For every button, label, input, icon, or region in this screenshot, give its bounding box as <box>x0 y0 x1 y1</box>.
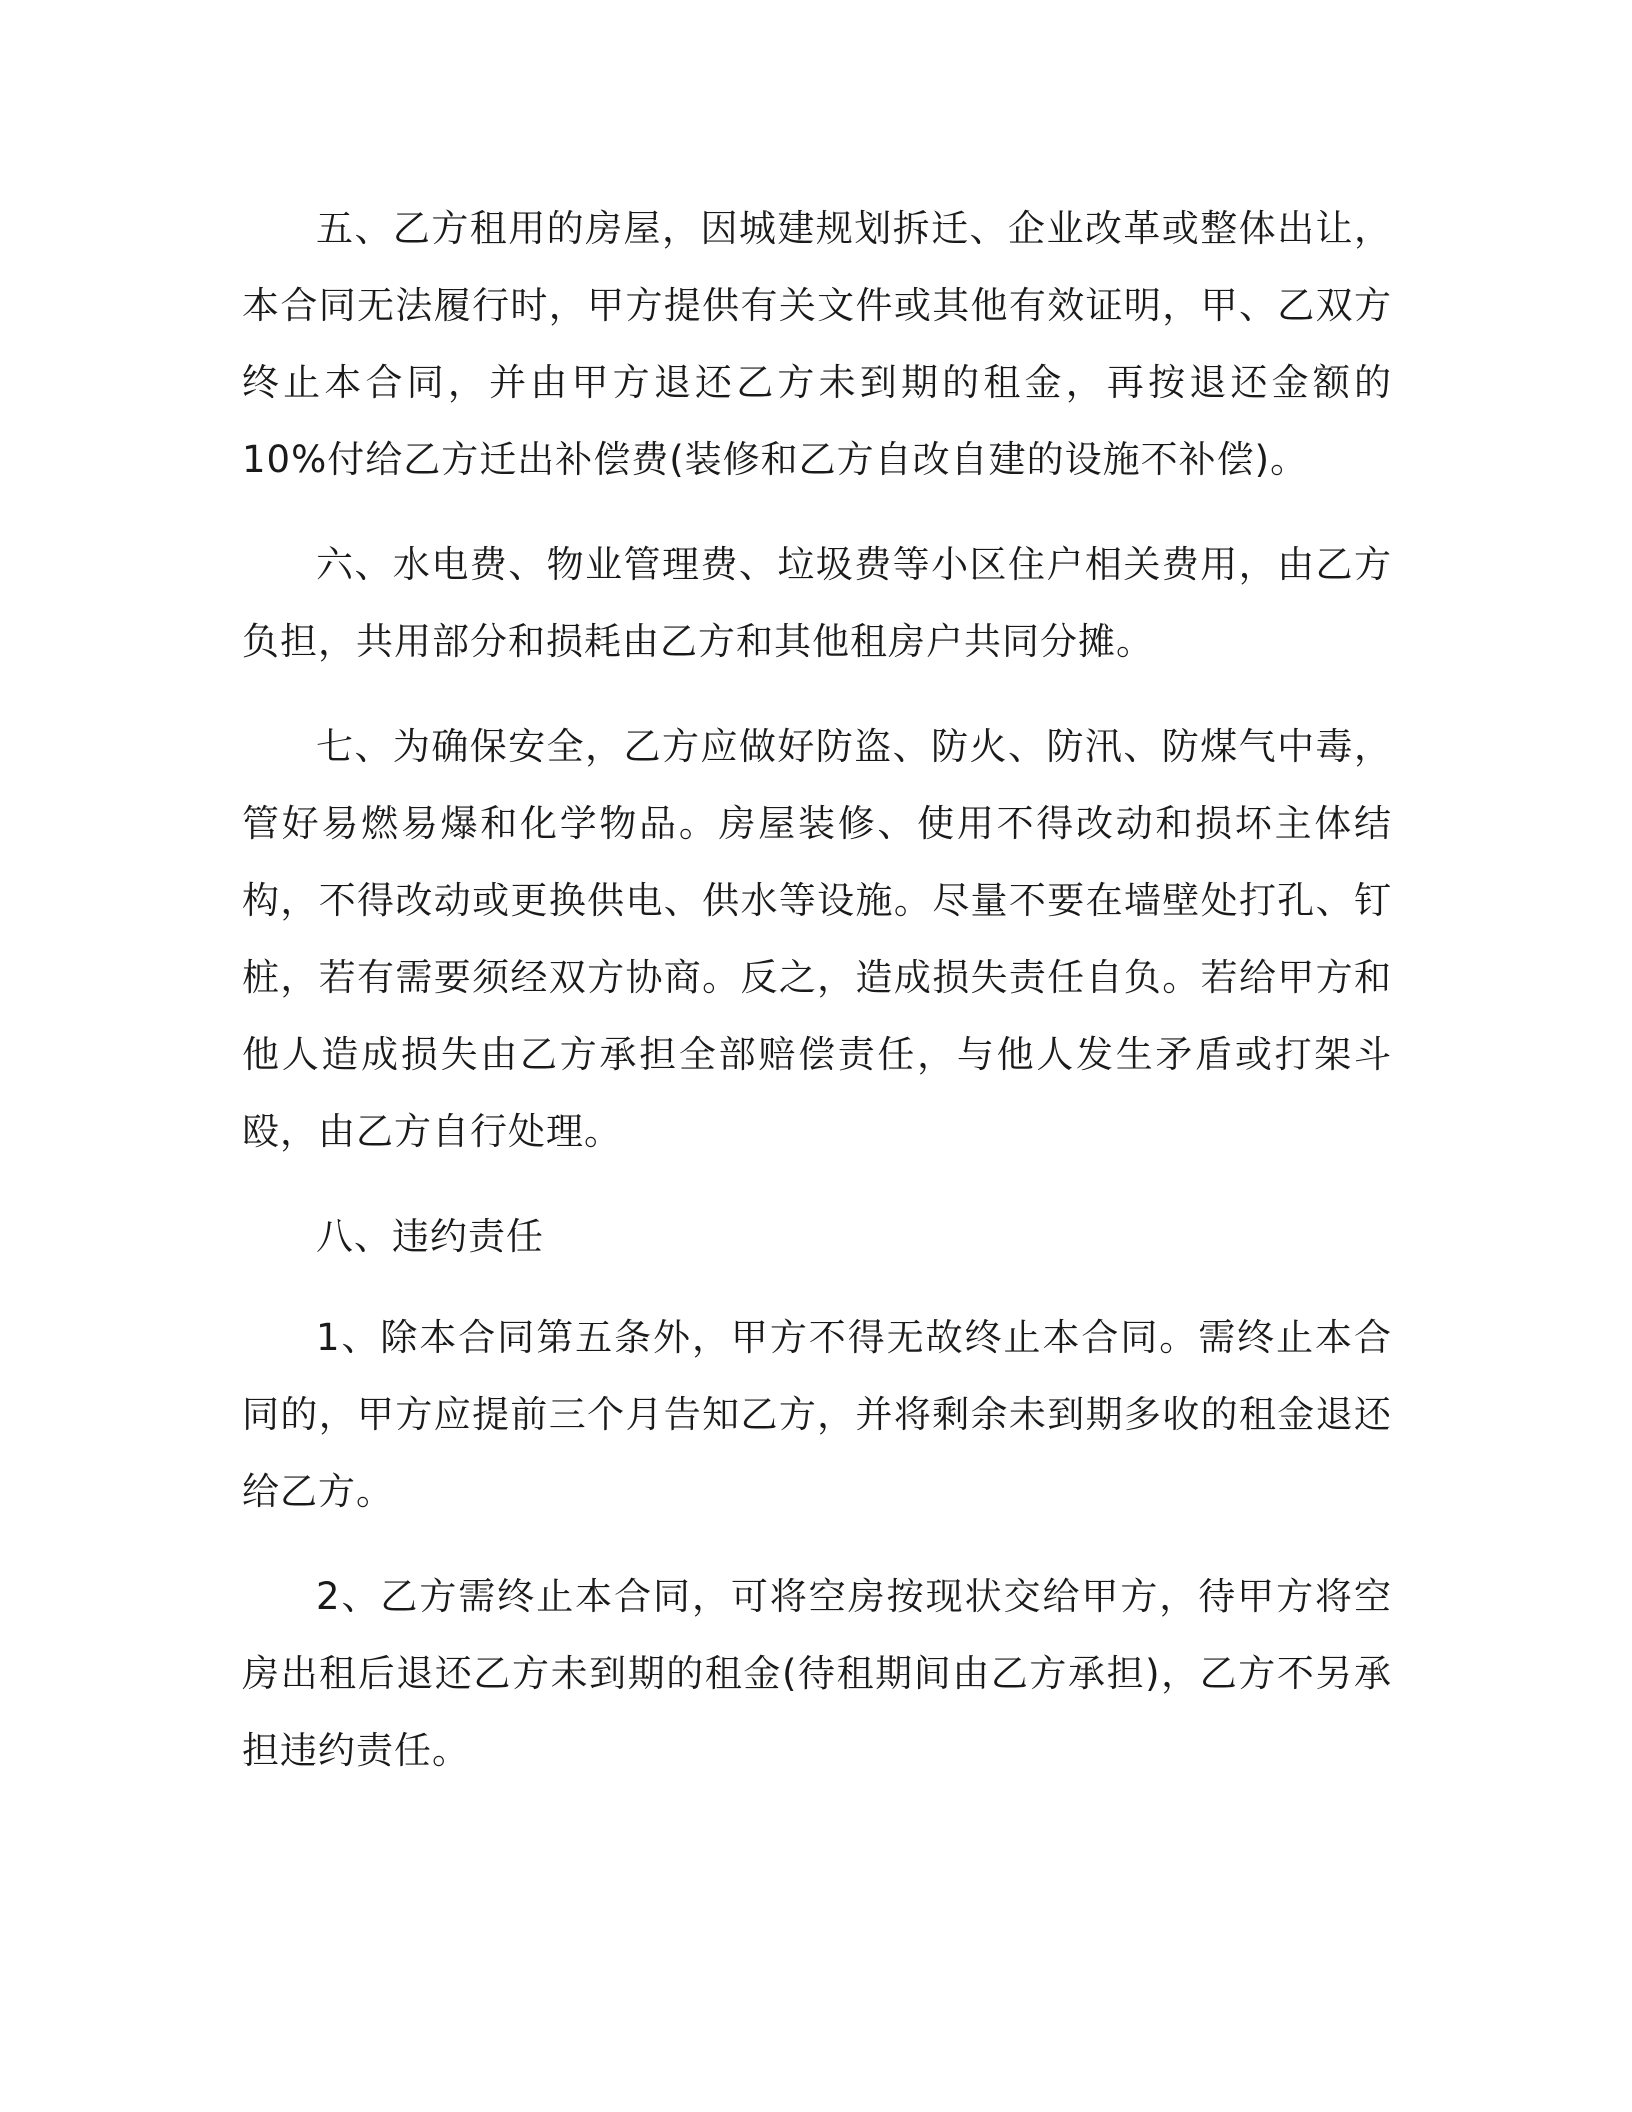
clause-6-paragraph: 六、水电费、物业管理费、垃圾费等小区住户相关费用，由乙方负担，共用部分和损耗由乙方和其他租房户共同分摊。 <box>242 543 1392 663</box>
clause-8-item-2: 2、乙方需终止本合同，可将空房按现状交给甲方，待甲方将空房出租后退还乙方未到期的租金(待租期间由乙方承担)，乙方不另承担违约责任。 <box>242 1575 1392 1772</box>
clause-8-heading: 八、违约责任 <box>316 1215 544 1258</box>
clause-8-item-1: 1、除本合同第五条外，甲方不得无故终止本合同。需终止本合同的，甲方应提前三个月告知乙方，并将剩余未到期多收的租金退还给乙方。 <box>242 1316 1392 1513</box>
contract-body <box>242 190 1392 1817</box>
clause-5-paragraph: 五、乙方租用的房屋，因城建规划拆迁、企业改革或整体出让，本合同无法履行时，甲方提供有关文件或其他有效证明，甲、乙双方终止本合同，并由甲方退还乙方未到期的租金，再按退还金额的 10%付给乙方迁出补偿费(装修和乙方自改自建的设施不补偿)。 <box>242 207 1392 481</box>
clause-7-paragraph: 七、为确保安全，乙方应做好防盗、防火、防汛、防煤气中毒，管好易燃易爆和化学物品。房屋装修、使用不得改动和损坏主体结构，不得改动或更换供电、供水等设施。尽量不要在墙壁处打孔、钉桩，若有需要须经双方协商。反之，造成损失责任自负。若给甲方和他人造成损失由乙方承担全部赔偿责任，与他人发生矛盾或打架斗殴，由乙方自行处理。 <box>242 725 1392 1153</box>
